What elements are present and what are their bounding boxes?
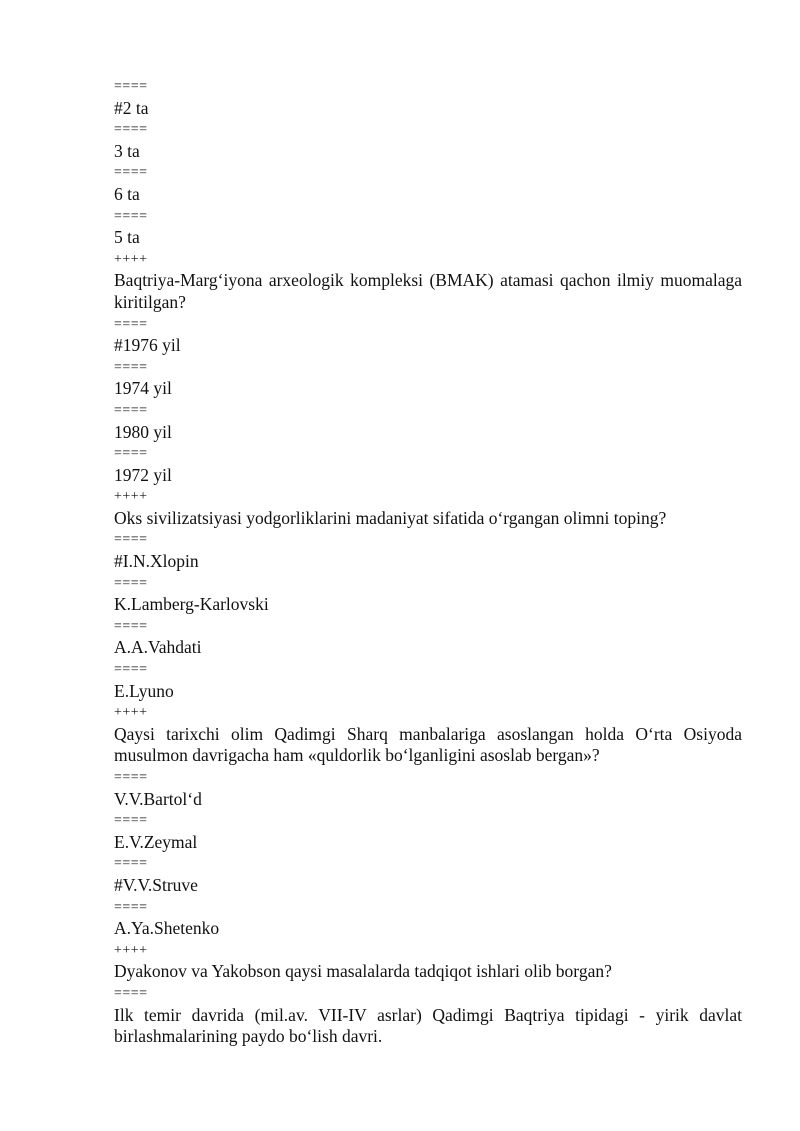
question-separator: ++++ xyxy=(114,942,148,958)
answer-option: A.A.Vahdati xyxy=(114,637,202,658)
question-separator: ++++ xyxy=(114,251,148,267)
answer-separator: ==== xyxy=(114,899,148,915)
answer-option: #V.V.Struve xyxy=(114,874,198,895)
answer-option: 1974 yil xyxy=(114,378,172,399)
answer-separator: ==== xyxy=(114,79,148,94)
answer-option: #I.N.Xlopin xyxy=(114,551,199,572)
answer-option: #2 ta xyxy=(114,97,149,118)
answer-option: 1972 yil xyxy=(114,464,172,485)
answer-option: #1976 yil xyxy=(114,335,181,356)
answer-separator: ==== xyxy=(114,532,148,548)
answer-separator: ==== xyxy=(114,985,148,1001)
question-separator: ++++ xyxy=(114,489,148,505)
answer-option: A.Ya.Shetenko xyxy=(114,918,220,939)
answer-separator: ==== xyxy=(114,316,148,332)
answer-option: 5 ta xyxy=(114,227,140,248)
answer-separator: ==== xyxy=(114,856,148,872)
question-text: Oks sivilizatsiyasi yodgorliklarini madaniyat sifatida o‘rgangan olimni toping? xyxy=(114,507,667,528)
answer-separator: ==== xyxy=(114,618,148,634)
answer-separator: ==== xyxy=(114,770,148,785)
answer-separator: ==== xyxy=(114,208,148,224)
answer-separator: ==== xyxy=(114,402,148,418)
answer-separator: ==== xyxy=(114,165,148,181)
answer-option: 6 ta xyxy=(114,183,140,204)
document-page xyxy=(114,76,742,1048)
question-text: Qaysi tarixchi olim Qadimgi Sharq manbalariga asoslangan holda O‘rta Osiyoda musulmon davrigacha ham «quldorlik bo‘lganligini asoslab bergan»? xyxy=(114,723,742,766)
question-text: Baqtriya-Marg‘iyona arxeologik kompleksi (BMAK) atamasi qachon ilmiy muomalaga kiritilgan? xyxy=(114,270,742,312)
answer-option: 1980 yil xyxy=(114,421,172,442)
question-text: Ilk temir davrida (mil.av. VII-IV asrlar) Qadimgi Baqtriya tipidagi - yirik davlat birlashmalarining paydo bo‘lish davri. xyxy=(114,1004,742,1047)
question-separator: ++++ xyxy=(114,705,148,721)
answer-separator: ==== xyxy=(114,813,148,829)
answer-separator: ==== xyxy=(114,446,148,462)
answer-option: K.Lamberg-Karlovski xyxy=(114,594,269,615)
answer-separator: ==== xyxy=(114,575,148,591)
answer-option: E.Lyuno xyxy=(114,680,174,701)
answer-separator: ==== xyxy=(114,662,148,678)
answer-option: E.V.Zeymal xyxy=(114,831,198,852)
answer-separator: ==== xyxy=(114,122,148,138)
answer-option: V.V.Bartol‘d xyxy=(114,788,202,809)
answer-separator: ==== xyxy=(114,359,148,375)
question-text: Dyakonov va Yakobson qaysi masalalarda tadqiqot ishlari olib borgan? xyxy=(114,961,612,982)
answer-option: 3 ta xyxy=(114,140,140,161)
